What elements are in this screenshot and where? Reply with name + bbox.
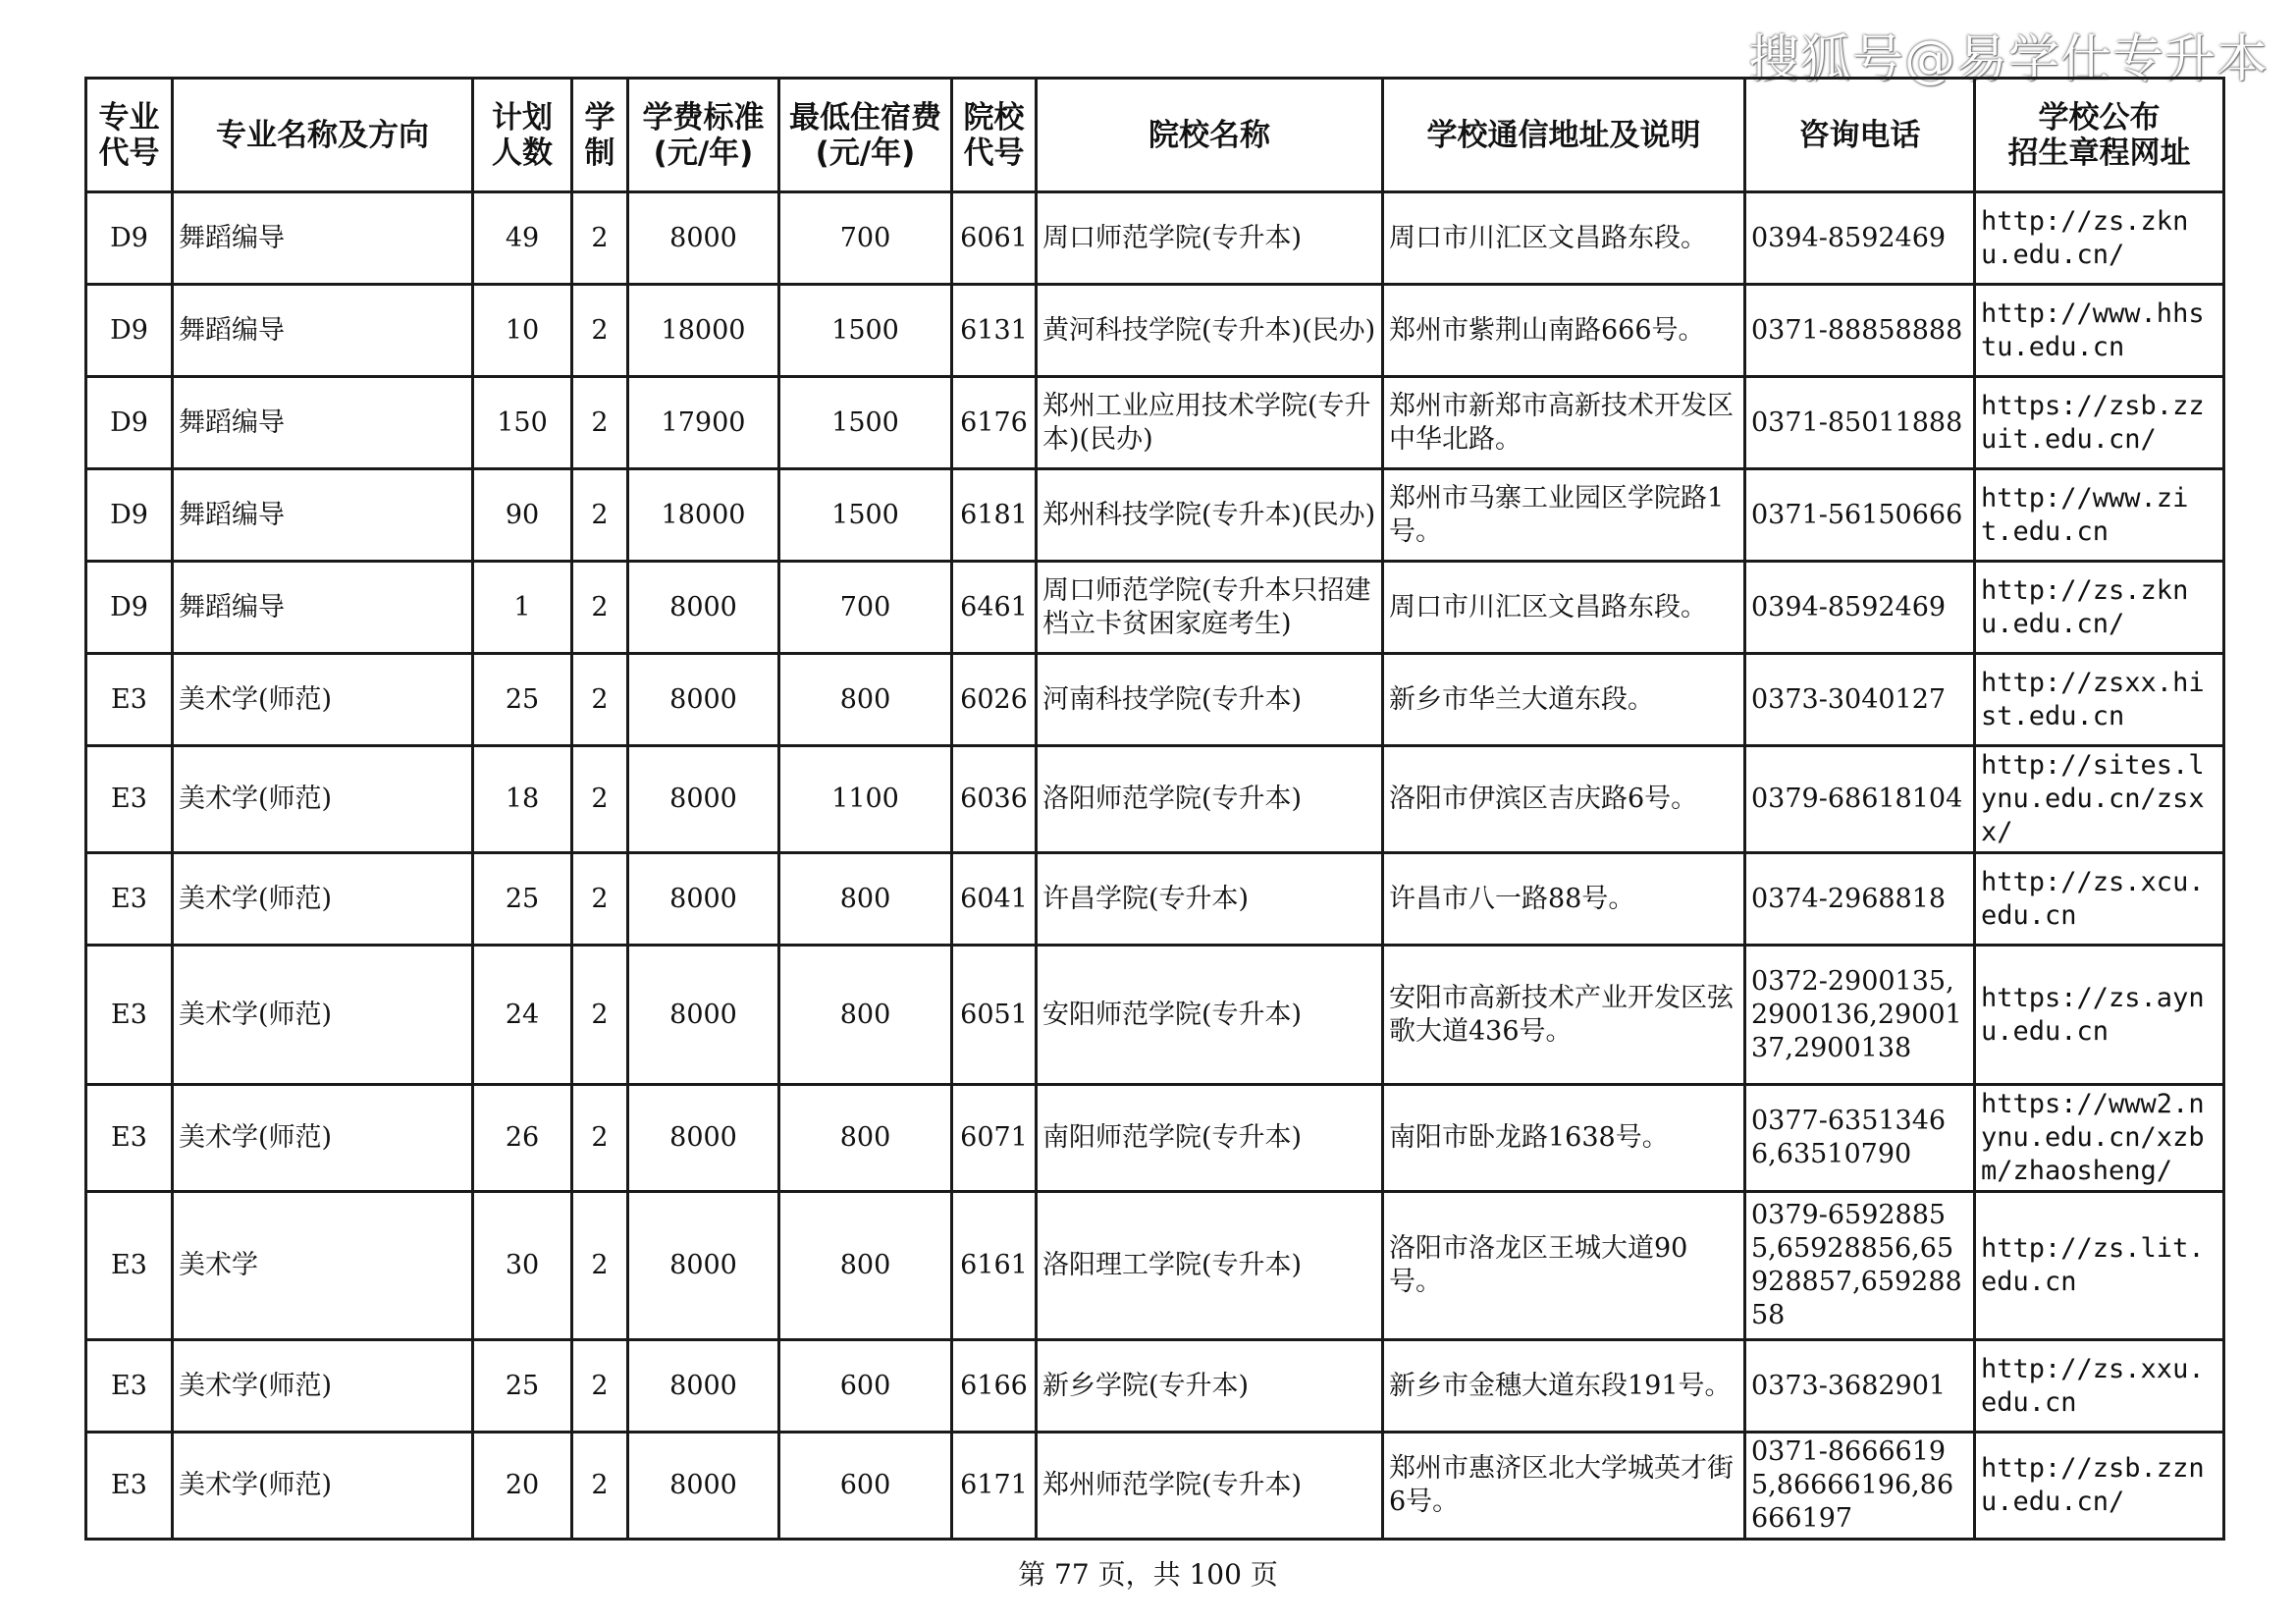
cell-major-name: 舞蹈编导 [173, 377, 473, 469]
cell-phone: 0373-3682901 [1745, 1340, 1975, 1433]
table-row [86, 654, 2224, 746]
cell-school-name: 许昌学院(专升本) [1037, 853, 1383, 946]
cell-major-code: E3 [86, 654, 173, 746]
cell-major-code: D9 [86, 285, 173, 377]
cell-dorm-fee: 1500 [779, 377, 952, 469]
cell-school-name: 郑州科技学院(专升本)(民办) [1037, 469, 1383, 562]
cell-url: https://zsb.zzuit.edu.cn/ [1975, 377, 2224, 469]
cell-url: http://sites.lynu.edu.cn/zsxx/ [1975, 746, 2224, 853]
cell-dorm-fee: 800 [779, 853, 952, 946]
cell-school-code: 6166 [952, 1340, 1037, 1433]
cell-plan-count: 25 [473, 654, 572, 746]
cell-major-code: E3 [86, 1192, 173, 1340]
cell-dorm-fee: 1500 [779, 285, 952, 377]
cell-tuition: 8000 [628, 1192, 779, 1340]
cell-years: 2 [572, 853, 628, 946]
cell-school-name: 河南科技学院(专升本) [1037, 654, 1383, 746]
cell-years: 2 [572, 469, 628, 562]
cell-school-name: 洛阳师范学院(专升本) [1037, 746, 1383, 853]
header-years: 学 制 [572, 79, 628, 192]
cell-years: 2 [572, 562, 628, 654]
cell-plan-count: 30 [473, 1192, 572, 1340]
cell-major-name: 美术学 [173, 1192, 473, 1340]
cell-phone: 0394-8592469 [1745, 192, 1975, 285]
cell-url: https://www2.nynu.edu.cn/xzbm/zhaosheng/ [1975, 1085, 2224, 1192]
cell-plan-count: 10 [473, 285, 572, 377]
cell-tuition: 8000 [628, 1085, 779, 1192]
cell-url: http://zs.lit.edu.cn [1975, 1192, 2224, 1340]
header-major-name: 专业名称及方向 [173, 79, 473, 192]
cell-url: http://www.hhstu.edu.cn [1975, 285, 2224, 377]
cell-tuition: 17900 [628, 377, 779, 469]
cell-major-name: 美术学(师范) [173, 853, 473, 946]
table-row [86, 946, 2224, 1085]
cell-phone: 0371-86666195,86666196,86666197 [1745, 1433, 1975, 1540]
header-tuition: 学费标准 (元/年) [628, 79, 779, 192]
cell-major-code: E3 [86, 853, 173, 946]
cell-tuition: 18000 [628, 469, 779, 562]
page-footer: 第 77 页，共 100 页 [1018, 1558, 1278, 1591]
watermark-text: 搜狐号@易学仕专升本 [1747, 30, 2269, 89]
table-row [86, 192, 2224, 285]
cell-plan-count: 24 [473, 946, 572, 1085]
cell-phone: 0379-65928855,65928856,65928857,65928858 [1745, 1192, 1975, 1340]
cell-tuition: 8000 [628, 192, 779, 285]
header-url: 学校公布 招生章程网址 [1975, 79, 2224, 192]
table-row [86, 377, 2224, 469]
cell-tuition: 8000 [628, 853, 779, 946]
cell-url: http://www.zit.edu.cn [1975, 469, 2224, 562]
cell-dorm-fee: 600 [779, 1340, 952, 1433]
cell-school-name: 南阳师范学院(专升本) [1037, 1085, 1383, 1192]
cell-years: 2 [572, 654, 628, 746]
cell-major-name: 美术学(师范) [173, 746, 473, 853]
table-row [86, 1340, 2224, 1433]
cell-phone: 0371-88858888 [1745, 285, 1975, 377]
cell-tuition: 8000 [628, 746, 779, 853]
cell-phone: 0377-63513466,63510790 [1745, 1085, 1975, 1192]
admissions-table [84, 77, 2225, 1541]
cell-dorm-fee: 800 [779, 654, 952, 746]
cell-dorm-fee: 800 [779, 946, 952, 1085]
cell-school-name: 黄河科技学院(专升本)(民办) [1037, 285, 1383, 377]
cell-address: 南阳市卧龙路1638号。 [1383, 1085, 1745, 1192]
table-row [86, 1433, 2224, 1540]
cell-address: 郑州市马寨工业园区学院路1号。 [1383, 469, 1745, 562]
cell-dorm-fee: 700 [779, 562, 952, 654]
cell-years: 2 [572, 946, 628, 1085]
cell-plan-count: 90 [473, 469, 572, 562]
cell-school-code: 6071 [952, 1085, 1037, 1192]
cell-school-code: 6161 [952, 1192, 1037, 1340]
cell-url: http://zs.xxu.edu.cn [1975, 1340, 2224, 1433]
cell-address: 洛阳市洛龙区王城大道90号。 [1383, 1192, 1745, 1340]
cell-url: http://zs.xcu.edu.cn [1975, 853, 2224, 946]
cell-school-name: 周口师范学院(专升本) [1037, 192, 1383, 285]
header-dorm-fee: 最低住宿费 (元/年) [779, 79, 952, 192]
cell-major-name: 美术学(师范) [173, 1340, 473, 1433]
cell-school-code: 6176 [952, 377, 1037, 469]
cell-phone: 0374-2968818 [1745, 853, 1975, 946]
table-body [86, 192, 2224, 1540]
cell-school-code: 6026 [952, 654, 1037, 746]
cell-major-code: D9 [86, 192, 173, 285]
cell-years: 2 [572, 1433, 628, 1540]
cell-dorm-fee: 600 [779, 1433, 952, 1540]
cell-address: 郑州市惠济区北大学城英才街6号。 [1383, 1433, 1745, 1540]
cell-plan-count: 1 [473, 562, 572, 654]
cell-url: http://zsxx.hist.edu.cn [1975, 654, 2224, 746]
cell-tuition: 8000 [628, 654, 779, 746]
table-row [86, 469, 2224, 562]
cell-plan-count: 49 [473, 192, 572, 285]
cell-dorm-fee: 700 [779, 192, 952, 285]
cell-years: 2 [572, 1085, 628, 1192]
cell-plan-count: 26 [473, 1085, 572, 1192]
header-school-name: 院校名称 [1037, 79, 1383, 192]
cell-dorm-fee: 800 [779, 1085, 952, 1192]
cell-major-code: E3 [86, 1433, 173, 1540]
cell-major-name: 舞蹈编导 [173, 192, 473, 285]
cell-url: http://zsb.zznu.edu.cn/ [1975, 1433, 2224, 1540]
cell-major-code: E3 [86, 746, 173, 853]
cell-tuition: 8000 [628, 1340, 779, 1433]
cell-school-code: 6131 [952, 285, 1037, 377]
table-row [86, 853, 2224, 946]
header-school-code: 院校 代号 [952, 79, 1037, 192]
cell-school-code: 6036 [952, 746, 1037, 853]
cell-dorm-fee: 1500 [779, 469, 952, 562]
cell-phone: 0394-8592469 [1745, 562, 1975, 654]
cell-major-code: D9 [86, 562, 173, 654]
cell-school-name: 新乡学院(专升本) [1037, 1340, 1383, 1433]
cell-address: 新乡市华兰大道东段。 [1383, 654, 1745, 746]
cell-dorm-fee: 1100 [779, 746, 952, 853]
cell-plan-count: 25 [473, 853, 572, 946]
cell-tuition: 18000 [628, 285, 779, 377]
cell-major-name: 美术学(师范) [173, 1085, 473, 1192]
cell-school-name: 洛阳理工学院(专升本) [1037, 1192, 1383, 1340]
cell-school-code: 6051 [952, 946, 1037, 1085]
header-plan-count: 计划 人数 [473, 79, 572, 192]
cell-major-name: 舞蹈编导 [173, 562, 473, 654]
cell-major-code: E3 [86, 1085, 173, 1192]
table-row [86, 285, 2224, 377]
cell-address: 新乡市金穗大道东段191号。 [1383, 1340, 1745, 1433]
table-row [86, 1085, 2224, 1192]
cell-school-name: 郑州师范学院(专升本) [1037, 1433, 1383, 1540]
cell-school-code: 6461 [952, 562, 1037, 654]
cell-plan-count: 20 [473, 1433, 572, 1540]
cell-address: 郑州市紫荆山南路666号。 [1383, 285, 1745, 377]
cell-years: 2 [572, 192, 628, 285]
cell-plan-count: 150 [473, 377, 572, 469]
cell-major-name: 舞蹈编导 [173, 285, 473, 377]
cell-major-code: D9 [86, 469, 173, 562]
cell-address: 安阳市高新技术产业开发区弦歌大道436号。 [1383, 946, 1745, 1085]
cell-major-code: E3 [86, 1340, 173, 1433]
cell-years: 2 [572, 377, 628, 469]
cell-address: 洛阳市伊滨区吉庆路6号。 [1383, 746, 1745, 853]
cell-plan-count: 25 [473, 1340, 572, 1433]
header-phone: 咨询电话 [1745, 79, 1975, 192]
cell-school-code: 6171 [952, 1433, 1037, 1540]
table-row [86, 1192, 2224, 1340]
cell-phone: 0372-2900135,2900136,2900137,2900138 [1745, 946, 1975, 1085]
cell-tuition: 8000 [628, 562, 779, 654]
cell-years: 2 [572, 746, 628, 853]
cell-address: 周口市川汇区文昌路东段。 [1383, 562, 1745, 654]
cell-address: 郑州市新郑市高新技术开发区中华北路。 [1383, 377, 1745, 469]
cell-major-name: 美术学(师范) [173, 1433, 473, 1540]
cell-tuition: 8000 [628, 1433, 779, 1540]
cell-dorm-fee: 800 [779, 1192, 952, 1340]
cell-address: 周口市川汇区文昌路东段。 [1383, 192, 1745, 285]
cell-school-code: 6061 [952, 192, 1037, 285]
cell-tuition: 8000 [628, 946, 779, 1085]
cell-major-name: 美术学(师范) [173, 654, 473, 746]
cell-years: 2 [572, 1340, 628, 1433]
cell-major-name: 美术学(师范) [173, 946, 473, 1085]
cell-url: http://zs.zknu.edu.cn/ [1975, 562, 2224, 654]
cell-major-code: E3 [86, 946, 173, 1085]
cell-years: 2 [572, 1192, 628, 1340]
header-address: 学校通信地址及说明 [1383, 79, 1745, 192]
cell-years: 2 [572, 285, 628, 377]
table-row [86, 746, 2224, 853]
cell-school-name: 周口师范学院(专升本只招建档立卡贫困家庭考生) [1037, 562, 1383, 654]
cell-school-code: 6181 [952, 469, 1037, 562]
cell-phone: 0371-85011888 [1745, 377, 1975, 469]
cell-phone: 0379-68618104 [1745, 746, 1975, 853]
cell-school-name: 安阳师范学院(专升本) [1037, 946, 1383, 1085]
cell-address: 许昌市八一路88号。 [1383, 853, 1745, 946]
table-row [86, 562, 2224, 654]
cell-url: https://zs.aynu.edu.cn [1975, 946, 2224, 1085]
header-major-code: 专业 代号 [86, 79, 173, 192]
cell-plan-count: 18 [473, 746, 572, 853]
table-header-row [86, 79, 2224, 192]
cell-school-name: 郑州工业应用技术学院(专升本)(民办) [1037, 377, 1383, 469]
cell-url: http://zs.zknu.edu.cn/ [1975, 192, 2224, 285]
cell-phone: 0373-3040127 [1745, 654, 1975, 746]
cell-major-name: 舞蹈编导 [173, 469, 473, 562]
cell-major-code: D9 [86, 377, 173, 469]
cell-school-code: 6041 [952, 853, 1037, 946]
cell-phone: 0371-56150666 [1745, 469, 1975, 562]
